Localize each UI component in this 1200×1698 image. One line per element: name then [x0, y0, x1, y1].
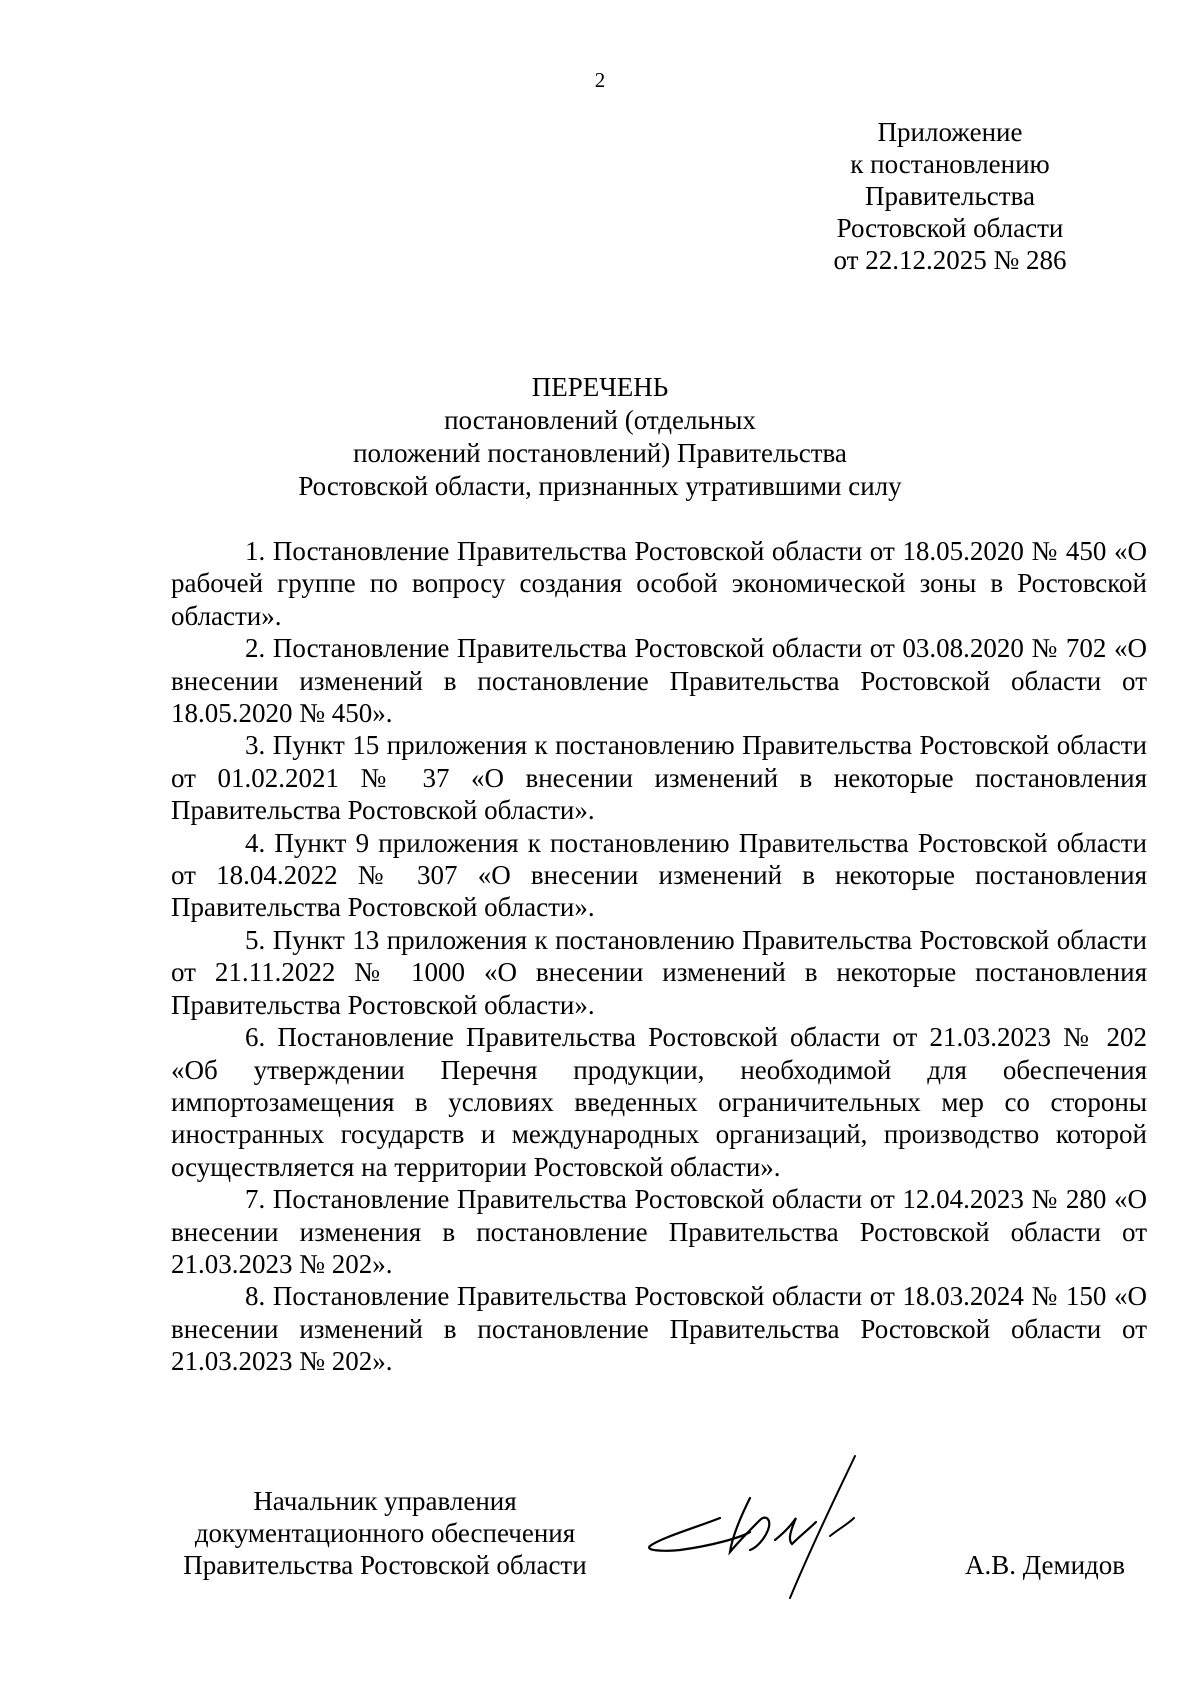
appendix-line: от 22.12.2025 № 286 [833, 245, 1067, 275]
page-number: 2 [594, 68, 606, 92]
list-item: 2. Постановление Правительства Ростовской области от 03.08.2020 № 702 «О внесении изменений в постановление Правительства Ростовской области от 18.05.2020 № 450». [171, 633, 1147, 729]
handwritten-signature [640, 1448, 940, 1608]
list-item: 5. Пункт 13 приложения к постановлению Правительства Ростовской области от 21.11.2022 № 1000 «О внесении изменений в некоторые постановления Правительства Ростовской области». [171, 924, 1147, 1020]
position-line: документационного обеспечения [194, 1518, 576, 1548]
appendix-line: к постановлению [850, 149, 1050, 179]
appendix-line: Приложение [877, 117, 1023, 147]
list-item: 1. Постановление Правительства Ростовской области от 18.05.2020 № 450 «О рабочей группе по вопросу создания особой экономической зоны в Ростовской области». [171, 536, 1147, 631]
items-list [171, 535, 1147, 1378]
position-line: Начальник управления [253, 1486, 517, 1516]
title-heading: ПЕРЕЧЕНЬ [531, 372, 669, 402]
appendix-header [800, 116, 1100, 276]
list-item: 8. Постановление Правительства Ростовской области от 18.03.2024 № 150 «О внесении изменений в постановление Правительства Ростовской области от 21.03.2023 № 202». [171, 1281, 1147, 1377]
document-title [0, 371, 1200, 503]
list-item: 3. Пункт 15 приложения к постановлению Правительства Ростовской области от 01.02.2021 № 37 «О внесении изменений в некоторые постановления Правительства Ростовской области». [171, 730, 1147, 826]
list-item: 4. Пункт 9 приложения к постановлению Правительства Ростовской области от 18.04.2022 № 307 «О внесении изменений в некоторые постановления Правительства Ростовской области». [171, 827, 1147, 923]
list-item: 7. Постановление Правительства Ростовской области от 12.04.2023 № 280 «О внесении изменения в постановление Правительства Ростовской области от 21.03.2023 № 202». [171, 1184, 1147, 1279]
signatory-position [160, 1485, 610, 1581]
title-line: Ростовской области, признанных утратившими силу [298, 471, 902, 501]
appendix-line: Ростовской области [836, 213, 1064, 243]
title-line: постановлений (отдельных [444, 405, 756, 435]
signer-name: А.В. Демидов [965, 1550, 1126, 1580]
title-line: положений постановлений) Правительства [353, 438, 847, 468]
list-item: 6. Постановление Правительства Ростовской области от 21.03.2023 № 202 «Об утверждении Перечня продукции, необходимой для обеспечения импортозамещения в условиях введенных ограничительных мер со стороны иностранных государств и международных организаций, производство которой осуществляется на территории Ростовской области». [171, 1022, 1147, 1182]
appendix-line: Правительства [865, 181, 1035, 211]
position-line: Правительства Ростовской области [183, 1550, 587, 1580]
